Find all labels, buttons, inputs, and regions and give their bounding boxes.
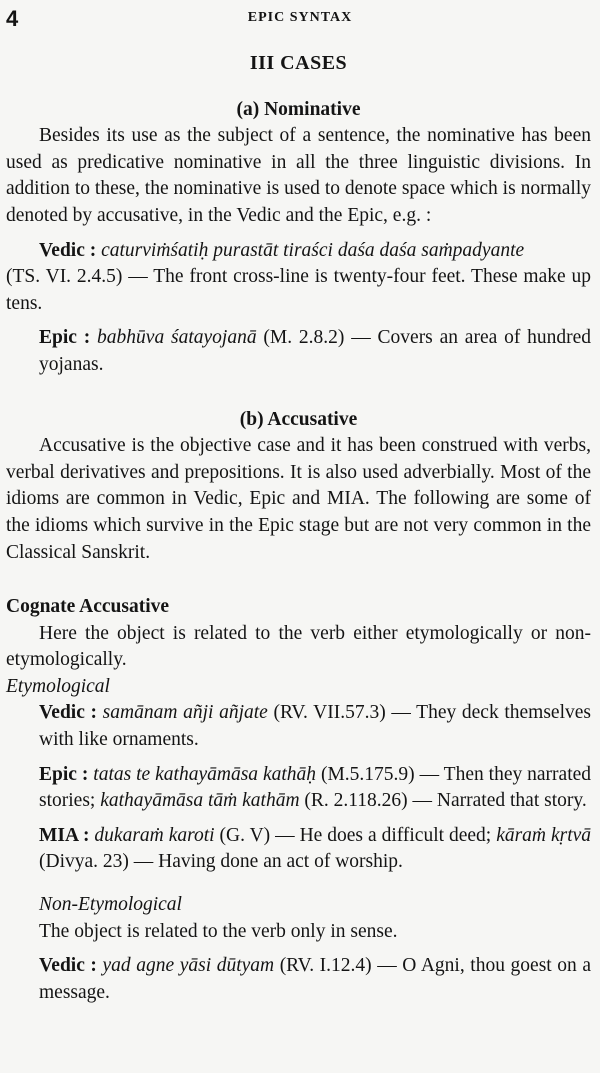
nominative-vedic-translation: (TS. VI. 2.4.5) — The front cross-line is twenty-four feet. These make up tens. [6,266,591,314]
cognate-accusative-heading: Cognate Accusative [6,596,170,618]
page-header [0,0,600,34]
non-etymological-vedic-example [6,953,591,1006]
example-label: Vedic : [39,702,98,724]
example-translation: (Divya. 23) — Having done an act of worship. [39,851,403,873]
cognate-mia-example [6,823,591,876]
example-translation: (RV. I.12.4) — O Agni, thou goest on a message. [39,955,591,1003]
sanskrit-quote: dukaraṁ karoti [94,824,215,846]
cognate-paragraph: Here the object is related to the verb either etymologically or non-etymologically. [6,622,591,671]
nominative-heading: (a) Nominative [236,98,361,120]
non-etymological-heading: Non-Etymological [39,894,182,916]
nominative-paragraph: Besides its use as the subject of a sentence, the nominative has been used as predicative nominative in all the three linguistic divisions. In addition to these, the nominative is used to denote space which is normally denoted by accusative, in the Vedic and the Epic, e.g. : [6,125,591,226]
accusative-heading: (b) Accusative [239,408,358,430]
example-label: Epic : [39,763,89,785]
sanskrit-quote: tatas te kathayāmāsa kathāḥ [93,763,317,785]
chapter-title: III CASES [249,52,348,74]
example-translation: (R. 2.118.26) — Narrated that story. [304,790,587,812]
example-translation: (RV. VII.57.3) — They deck themselves with like ornaments. [39,702,591,751]
sanskrit-quote: babhūva śatayojanā [97,327,257,349]
nominative-vedic-example [6,238,591,265]
sanskrit-quote: caturviṁśatiḥ purastāt tiraści daśa daśa saṁpadyante [101,239,525,261]
etymological-heading: Etymological [6,675,110,697]
page-number: 4 [6,6,19,31]
page-body [6,50,591,1006]
example-translation: (M.5.175.9) — Then they narrated stories; [39,763,592,812]
example-translation: (G. V) — He does a difficult deed; [219,824,492,846]
running-title: EPIC SYNTAX [247,10,353,25]
cognate-epic-example [6,762,591,815]
sanskrit-quote: yad agne yāsi dūtyam [102,955,275,977]
sanskrit-quote: samānam añji añjate [102,702,268,724]
sanskrit-quote: kathayāmāsa tāṁ kathām [100,790,300,812]
example-translation: (M. 2.8.2) — Covers an area of hundred yojanas. [39,327,592,375]
non-etymological-paragraph: The object is related to the verb only in sense. [39,920,398,942]
accusative-paragraph: Accusative is the objective case and it has been construed with verbs, verbal derivatives and prepositions. It is also used adverbially. Most of the idioms are common in Vedic, Epic and MIA. The following are some of the idioms which survive in the Epic stage but are not very common in the Classical Sanskrit. [6,435,591,563]
example-label: Vedic : [39,239,97,261]
example-label: MIA : [39,824,90,846]
example-label: Epic : [39,327,91,349]
sanskrit-quote: kāraṁ kṛtvā [496,824,592,846]
cognate-vedic-example [6,700,591,753]
nominative-epic-example [6,325,591,378]
example-label: Vedic : [39,955,97,977]
